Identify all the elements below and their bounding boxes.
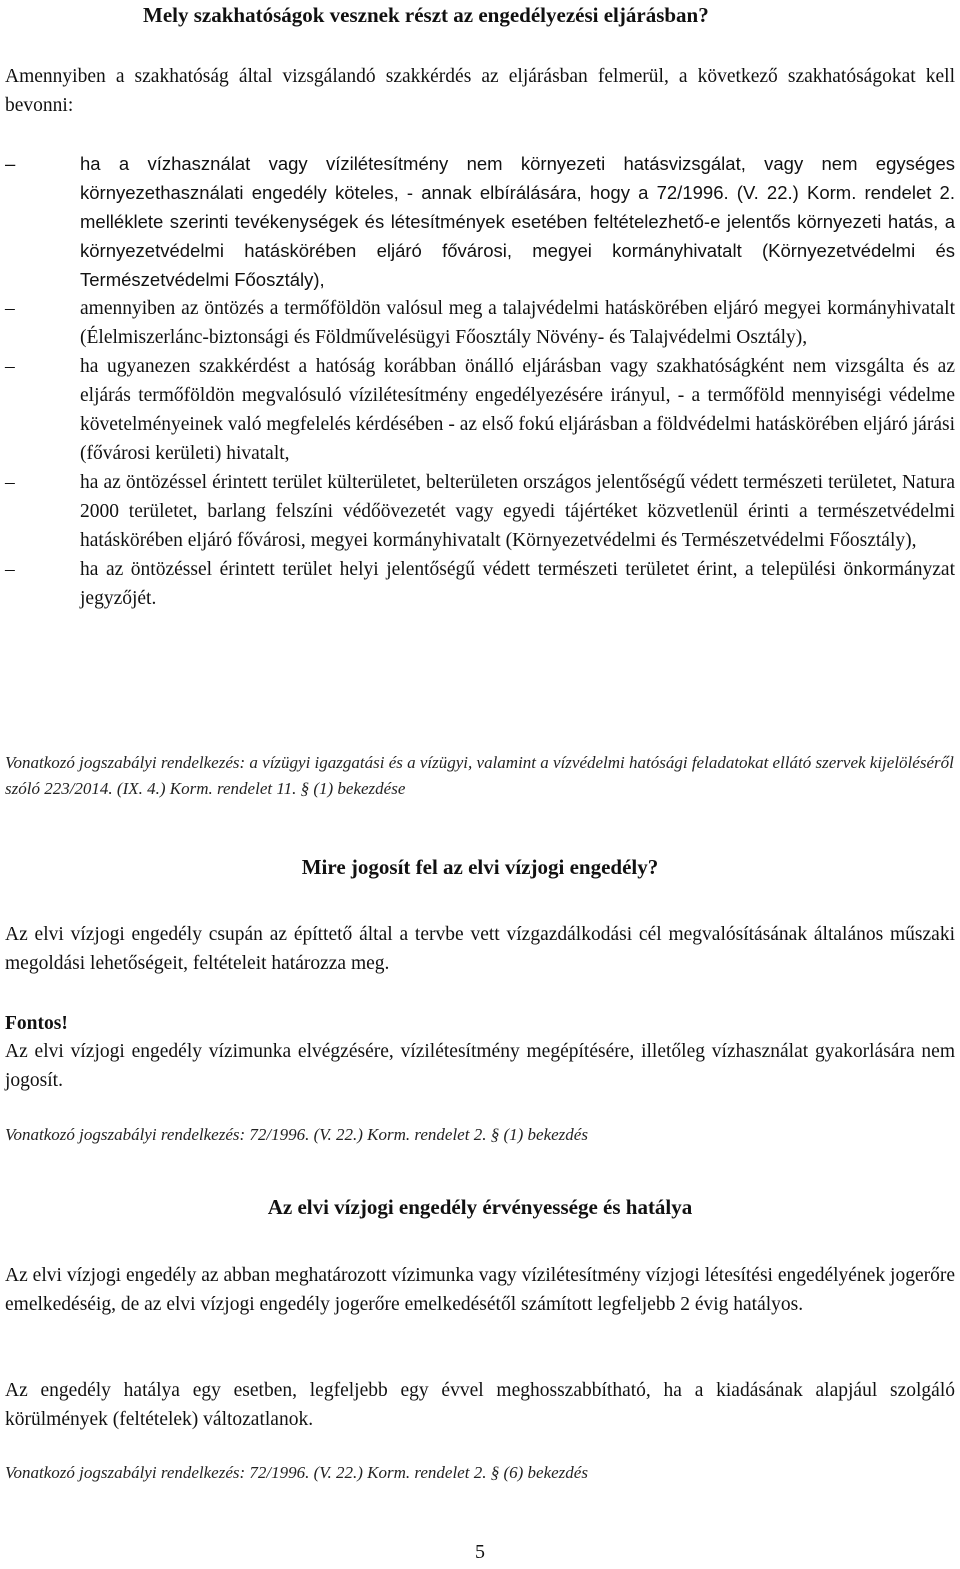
list-item — [5, 149, 955, 294]
dash-bullet-icon: – — [5, 356, 15, 377]
important-text: Az elvi vízjogi engedély vízimunka elvégzésére, vízilétesítmény megépítésére, illetőleg vízhasználat gyakorlására nem jogosít. — [5, 1041, 955, 1091]
dash-bullet-icon: – — [5, 298, 15, 319]
list-item — [5, 294, 955, 352]
section3-paragraph-2: Az engedély hatálya egy esetben, legfeljebb egy évvel meghosszabbítható, ha a kiadásának alapjául szolgáló körülmények (feltételek) változatlanok. — [5, 1380, 955, 1430]
section3-reference: Vonatkozó jogszabályi rendelkezés: 72/1996. (V. 22.) Korm. rendelet 2. § (6) bekezdés — [5, 1463, 588, 1482]
list-item — [5, 468, 955, 555]
section1-intro: Amennyiben a szakhatóság által vizsgálandó szakkérdés az eljárásban felmerül, a következő szakhatóságokat kell bevonni: — [5, 66, 955, 116]
important-label: Fontos! — [5, 1013, 68, 1034]
list-item-text: ha az öntözéssel érintett terület külterületet, belterületen országos jelentőségű védett természeti területet, Natura 2000 területet, barlang felszíni védőövezetét vagy egyedi tájértéket közvetlenül érinti a természetvédelmi hatáskörében eljáró fővárosi, megyei kormányhivatalt (Környezetvédelmi és Természetvédelmi Főosztály), — [80, 472, 955, 551]
list-item-text: ha a vízhasználat vagy vízilétesítmény nem környezeti hatásvizsgálat, vagy nem egységes környezethasználati engedély köteles, - annak elbírálására, hogy a 72/1996. (V. 22.) Korm. rendelet 2. melléklete szerinti tevékenységek és létesítmények esetében feltételezhető-e jelentős környezeti hatás, a környezetvédelmi hatáskörében eljáró fővárosi, megyei kormányhivatalt (Környezetvédelmi és Természetvédelmi Főosztály), — [80, 153, 955, 290]
list-item-text: ha az öntözéssel érintett terület helyi jelentőségű védett természeti területet érint, a települési önkormányzat jegyzőjét. — [80, 559, 955, 609]
dash-bullet-icon: – — [5, 472, 15, 493]
section2-reference: Vonatkozó jogszabályi rendelkezés: 72/1996. (V. 22.) Korm. rendelet 2. § (1) bekezdés — [5, 1125, 588, 1144]
section3-paragraph-1: Az elvi vízjogi engedély az abban meghatározott vízimunka vagy vízilétesítmény vízjogi létesítési engedélyének jogerőre emelkedéséig, de az elvi vízjogi engedély jogerőre emelkedésétől számított legfeljebb 2 évig hatályos. — [5, 1265, 955, 1315]
section3-title: Az elvi vízjogi engedély érvényessége és hatálya — [267, 1195, 693, 1219]
list-item — [5, 352, 955, 468]
section1-title: Mely szakhatóságok vesznek részt az engedélyezési eljárásban? — [143, 3, 709, 27]
list-item-text: amennyiben az öntözés a termőföldön valósul meg a talajvédelmi hatáskörében eljáró megyei kormányhivatalt (Élelmiszerlánc-biztonsági és Földművelésügyi Főosztály Növény- és Talajvédelmi Osztály), — [80, 298, 955, 348]
list-item-text: ha ugyanezen szakkérdést a hatóság korábban önálló eljárásban vagy szakhatóságként nem vizsgálta és az eljárás termőföldön megvalósuló vízilétesítmény engedélyezésére irányul, - a termőföld mennyiségi védelme követelményeinek való megfelelés kérdésében - az első fokú eljárásban a földvédelmi hatáskörében eljáró járási (fővárosi kerületi) hivatalt, — [80, 356, 955, 464]
section2-paragraph: Az elvi vízjogi engedély csupán az építtető által a tervbe vett vízgazdálkodási cél megvalósításának általános műszaki megoldási lehetőségeit, feltételeit határozza meg. — [5, 924, 955, 974]
dash-bullet-icon: – — [5, 559, 15, 580]
section2-title: Mire jogosít fel az elvi vízjogi engedély? — [301, 855, 659, 879]
page-number: 5 — [475, 1541, 485, 1563]
section1-reference: Vonatkozó jogszabályi rendelkezés: a vízügyi igazgatási és a vízügyi, valamint a vízvédelmi hatósági feladatokat ellátó szervek kijelöléséről szóló 223/2014. (IX. 4.) Korm. rendelet 11. § (1) bekezdése — [5, 753, 954, 798]
list-item — [5, 555, 955, 613]
dash-bullet-icon: – — [5, 153, 16, 174]
authority-list — [5, 149, 955, 613]
